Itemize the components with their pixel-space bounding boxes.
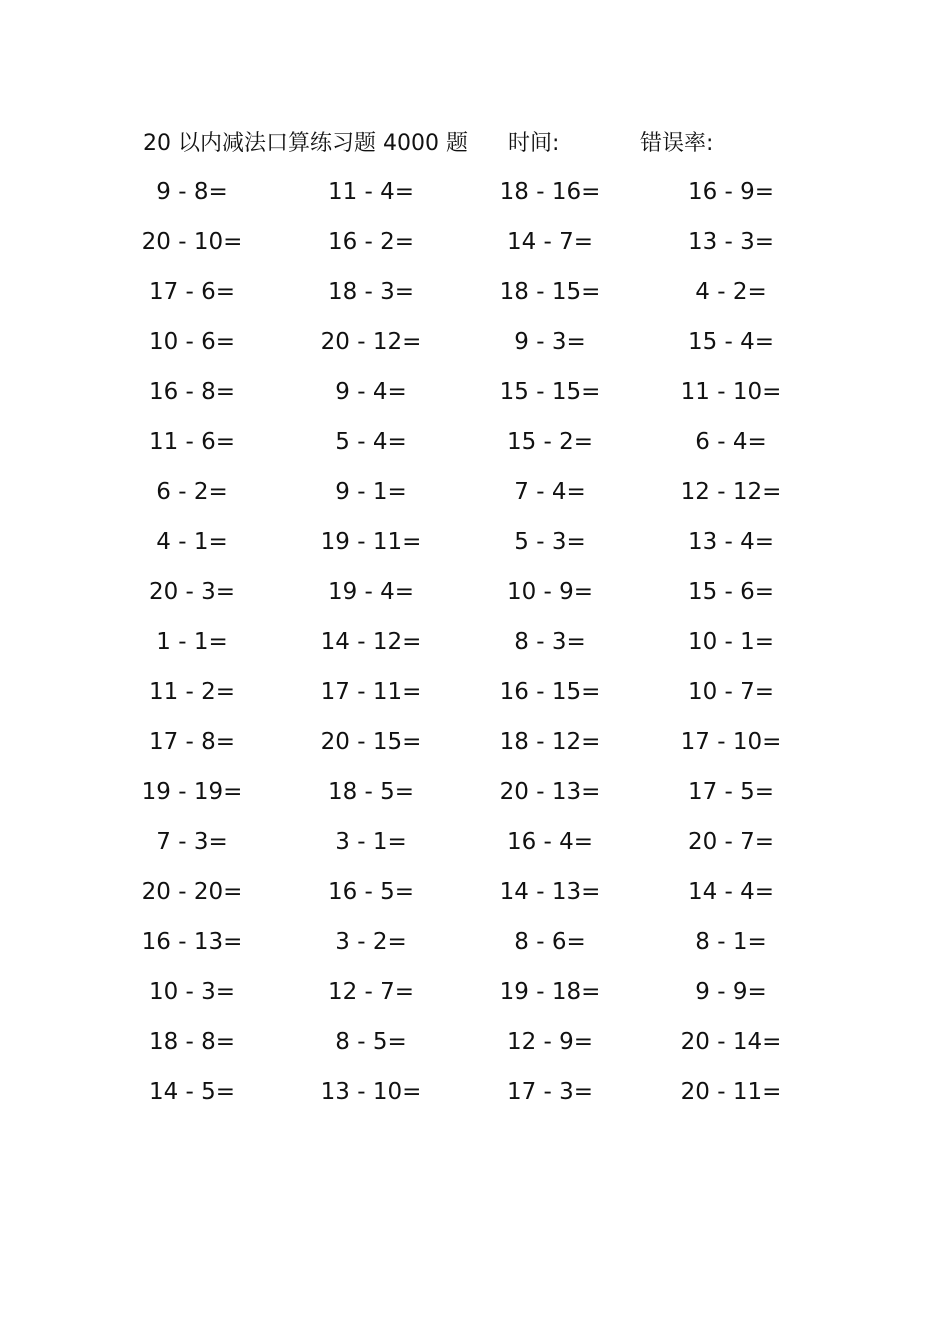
problem: 8 - 1= [695,929,767,955]
problem: 12 - 12= [680,479,782,505]
problem: 14 - 4= [687,879,775,905]
problem-row [0,472,950,522]
problem-row [0,572,950,622]
problem-row [0,372,950,422]
problem: 19 - 19= [141,779,243,805]
problem: 20 - 20= [141,879,243,905]
problem: 9 - 8= [156,179,228,205]
problem: 19 - 4= [327,579,415,605]
problem: 20 - 7= [687,829,775,855]
problem: 17 - 8= [148,729,236,755]
problem: 20 - 12= [320,329,422,355]
problem: 10 - 1= [687,629,775,655]
problem: 19 - 11= [320,529,422,555]
problem: 11 - 4= [327,179,415,205]
problem: 12 - 9= [506,1029,594,1055]
error-rate-label: 错误率: [640,131,714,156]
problem: 7 - 4= [514,479,586,505]
problem: 16 - 9= [687,179,775,205]
problem: 16 - 8= [148,379,236,405]
worksheet-title: 20 以内减法口算练习题 4000 题 [143,131,468,156]
problem: 17 - 11= [320,679,422,705]
problem: 11 - 2= [148,679,236,705]
problem-row [0,772,950,822]
problem: 15 - 6= [687,579,775,605]
problem: 14 - 7= [506,229,594,255]
problem: 20 - 10= [141,229,243,255]
problem: 20 - 14= [680,1029,782,1055]
problem: 18 - 3= [327,279,415,305]
problem: 18 - 5= [327,779,415,805]
problem: 9 - 4= [335,379,407,405]
problem: 7 - 3= [156,829,228,855]
problem: 5 - 3= [514,529,586,555]
problem: 6 - 4= [695,429,767,455]
problem: 4 - 1= [156,529,228,555]
time-label: 时间: [508,131,560,156]
problem: 9 - 9= [695,979,767,1005]
problem: 15 - 4= [687,329,775,355]
problem: 9 - 3= [514,329,586,355]
problem-row [0,872,950,922]
problem-row [0,672,950,722]
problem: 9 - 1= [335,479,407,505]
problem: 13 - 4= [687,529,775,555]
problem: 8 - 6= [514,929,586,955]
problem: 3 - 1= [335,829,407,855]
problem: 14 - 13= [499,879,601,905]
problem: 10 - 7= [687,679,775,705]
problem: 8 - 5= [335,1029,407,1055]
problem: 16 - 15= [499,679,601,705]
problem: 17 - 6= [148,279,236,305]
problem: 8 - 3= [514,629,586,655]
problem: 11 - 6= [148,429,236,455]
problem-row [0,722,950,772]
problem: 20 - 15= [320,729,422,755]
problem: 13 - 10= [320,1079,422,1105]
problem: 16 - 5= [327,879,415,905]
problem-row [0,1072,950,1122]
problem-row [0,272,950,322]
problem: 20 - 11= [680,1079,782,1105]
problem-grid [0,172,950,1112]
problem: 14 - 12= [320,629,422,655]
problem: 1 - 1= [156,629,228,655]
problem: 17 - 3= [506,1079,594,1105]
problem: 19 - 18= [499,979,601,1005]
problem: 18 - 12= [499,729,601,755]
problem: 10 - 9= [506,579,594,605]
problem-row [0,172,950,222]
problem: 15 - 2= [506,429,594,455]
problem: 17 - 5= [687,779,775,805]
problem: 18 - 15= [499,279,601,305]
problem-row [0,822,950,872]
problem: 18 - 16= [499,179,601,205]
problem-row [0,622,950,672]
problem-row [0,972,950,1022]
problem-row [0,222,950,272]
problem: 3 - 2= [335,929,407,955]
worksheet-header [143,126,843,162]
problem: 17 - 10= [680,729,782,755]
problem: 14 - 5= [148,1079,236,1105]
problem-row [0,522,950,572]
problem: 16 - 4= [506,829,594,855]
problem: 4 - 2= [695,279,767,305]
problem: 10 - 3= [148,979,236,1005]
problem-row [0,322,950,372]
problem: 16 - 13= [141,929,243,955]
problem-row [0,922,950,972]
problem: 10 - 6= [148,329,236,355]
problem: 18 - 8= [148,1029,236,1055]
problem: 20 - 13= [499,779,601,805]
problem: 6 - 2= [156,479,228,505]
problem: 20 - 3= [148,579,236,605]
problem: 11 - 10= [680,379,782,405]
problem: 15 - 15= [499,379,601,405]
problem-row [0,1022,950,1072]
problem-row [0,422,950,472]
problem: 13 - 3= [687,229,775,255]
problem: 12 - 7= [327,979,415,1005]
problem: 16 - 2= [327,229,415,255]
problem: 5 - 4= [335,429,407,455]
